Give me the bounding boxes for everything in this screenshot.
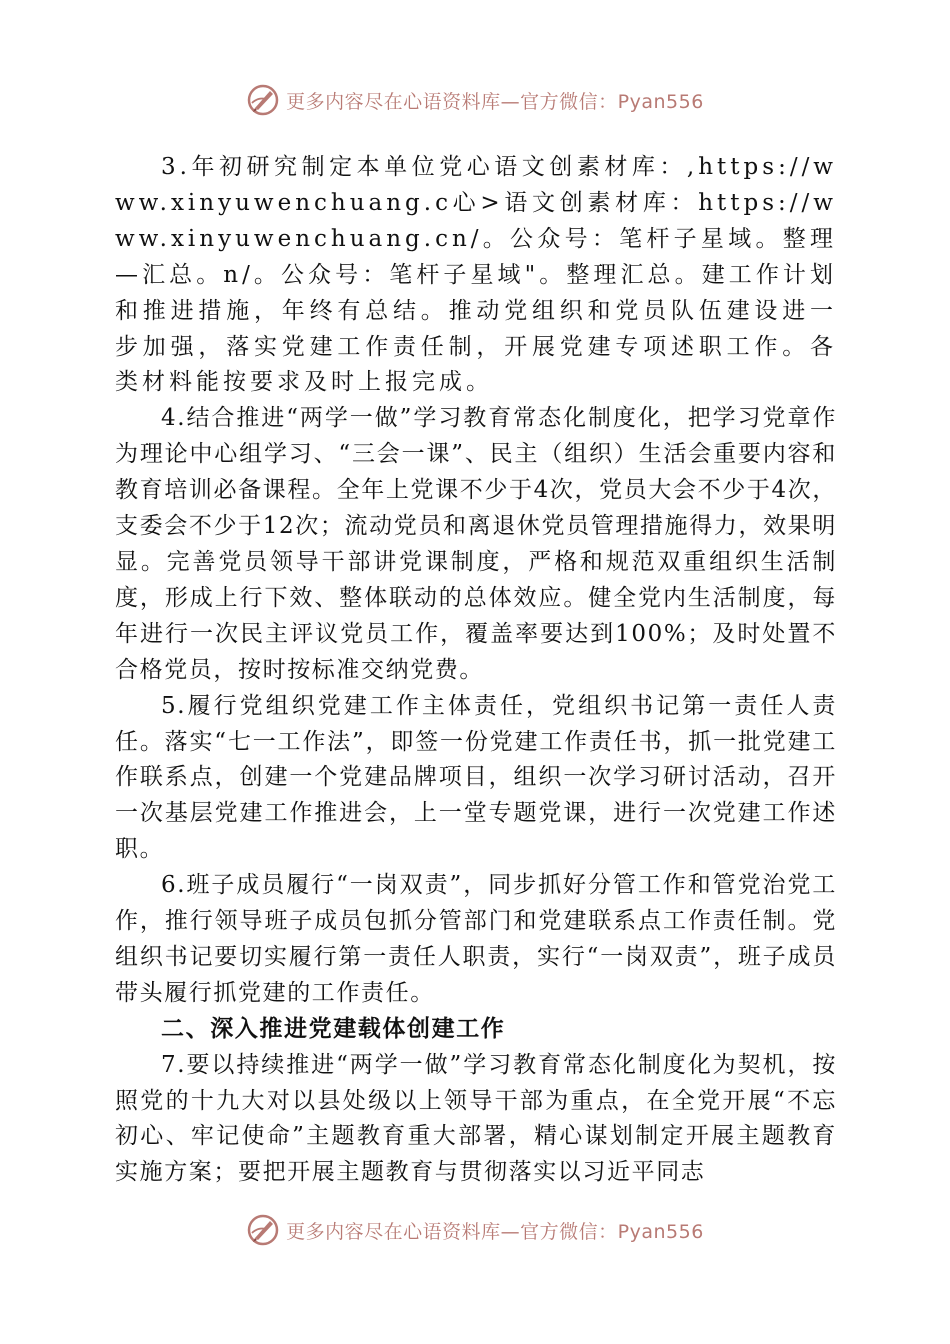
paragraph-3: 3.年初研究制定本单位党心语文创素材库：,https://www.xinyuwenchuang.c心>语文创素材库：https://www.xinyuwenchuang.cn/。公众号：笔杆子星域。整理—汇总。n/。公众号：笔杆子星域"。整理汇总。建工作计划和推进措施，年终有总结。推动党组织和党员队伍建设进一步加强，落实党建工作责任制，开展党建专项述职工作。各类材料能按要求及时上报完成。 [115, 154, 837, 396]
watermark-footer [0, 1210, 950, 1250]
paragraph-5: 5.履行党组织党建工作主体责任，党组织书记第一责任人责任。落实“七一工作法”，即签一份党建工作责任书，抓一批党建工作联系点，创建一个党建品牌项目，组织一次学习研讨活动，召开一次基层党建工作推进会，上一堂专题党课，进行一次党建工作述职。 [115, 692, 837, 863]
section-heading: 二、深入推进党建载体创建工作 [161, 1015, 506, 1042]
watermark-header [0, 80, 950, 120]
paragraph-7: 7.要以持续推进“两学一做”学习教育常态化制度化为契机，按照党的十九大对以县处级以上领导干部为重点，在全党开展“不忘初心、牢记使命”主题教育重大部署，精心谋划制定开展主题教育实施方案；要把开展主题教育与贯彻落实以习近平同志 [115, 1051, 837, 1186]
paragraph-4: 4.结合推进“两学一做”学习教育常态化制度化，把学习党章作为理论中心组学习、“三会一课”、民主（组织）生活会重要内容和教育培训必备课程。全年上党课不少于4次，党员大会不少于4次，支委会不少于12次；流动党员和离退休党员管理措施得力，效果明显。完善党员领导干部讲党课制度，严格和规范双重组织生活制度，形成上行下效、整体联动的总体效应。健全党内生活制度，每年进行一次民主评议党员工作，覆盖率要达到100%；及时处置不合格党员，按时按标准交纳党费。 [115, 405, 837, 683]
watermark-text: 更多内容尽在心语资料库—官方微信：Pyan556 [286, 1220, 704, 1243]
paragraph-6: 6.班子成员履行“一岗双责”，同步抓好分管工作和管党治党工作，推行领导班子成员包抓分管部门和党建联系点工作责任制。党组织书记要切实履行第一责任人职责，实行“一岗双责”，班子成员带头履行抓党建的工作责任。 [115, 872, 837, 1006]
watermark-text: 更多内容尽在心语资料库—官方微信：Pyan556 [286, 90, 704, 113]
pen-logo-icon [246, 1213, 280, 1247]
pen-logo-icon [246, 83, 280, 117]
document-body [115, 150, 837, 1191]
